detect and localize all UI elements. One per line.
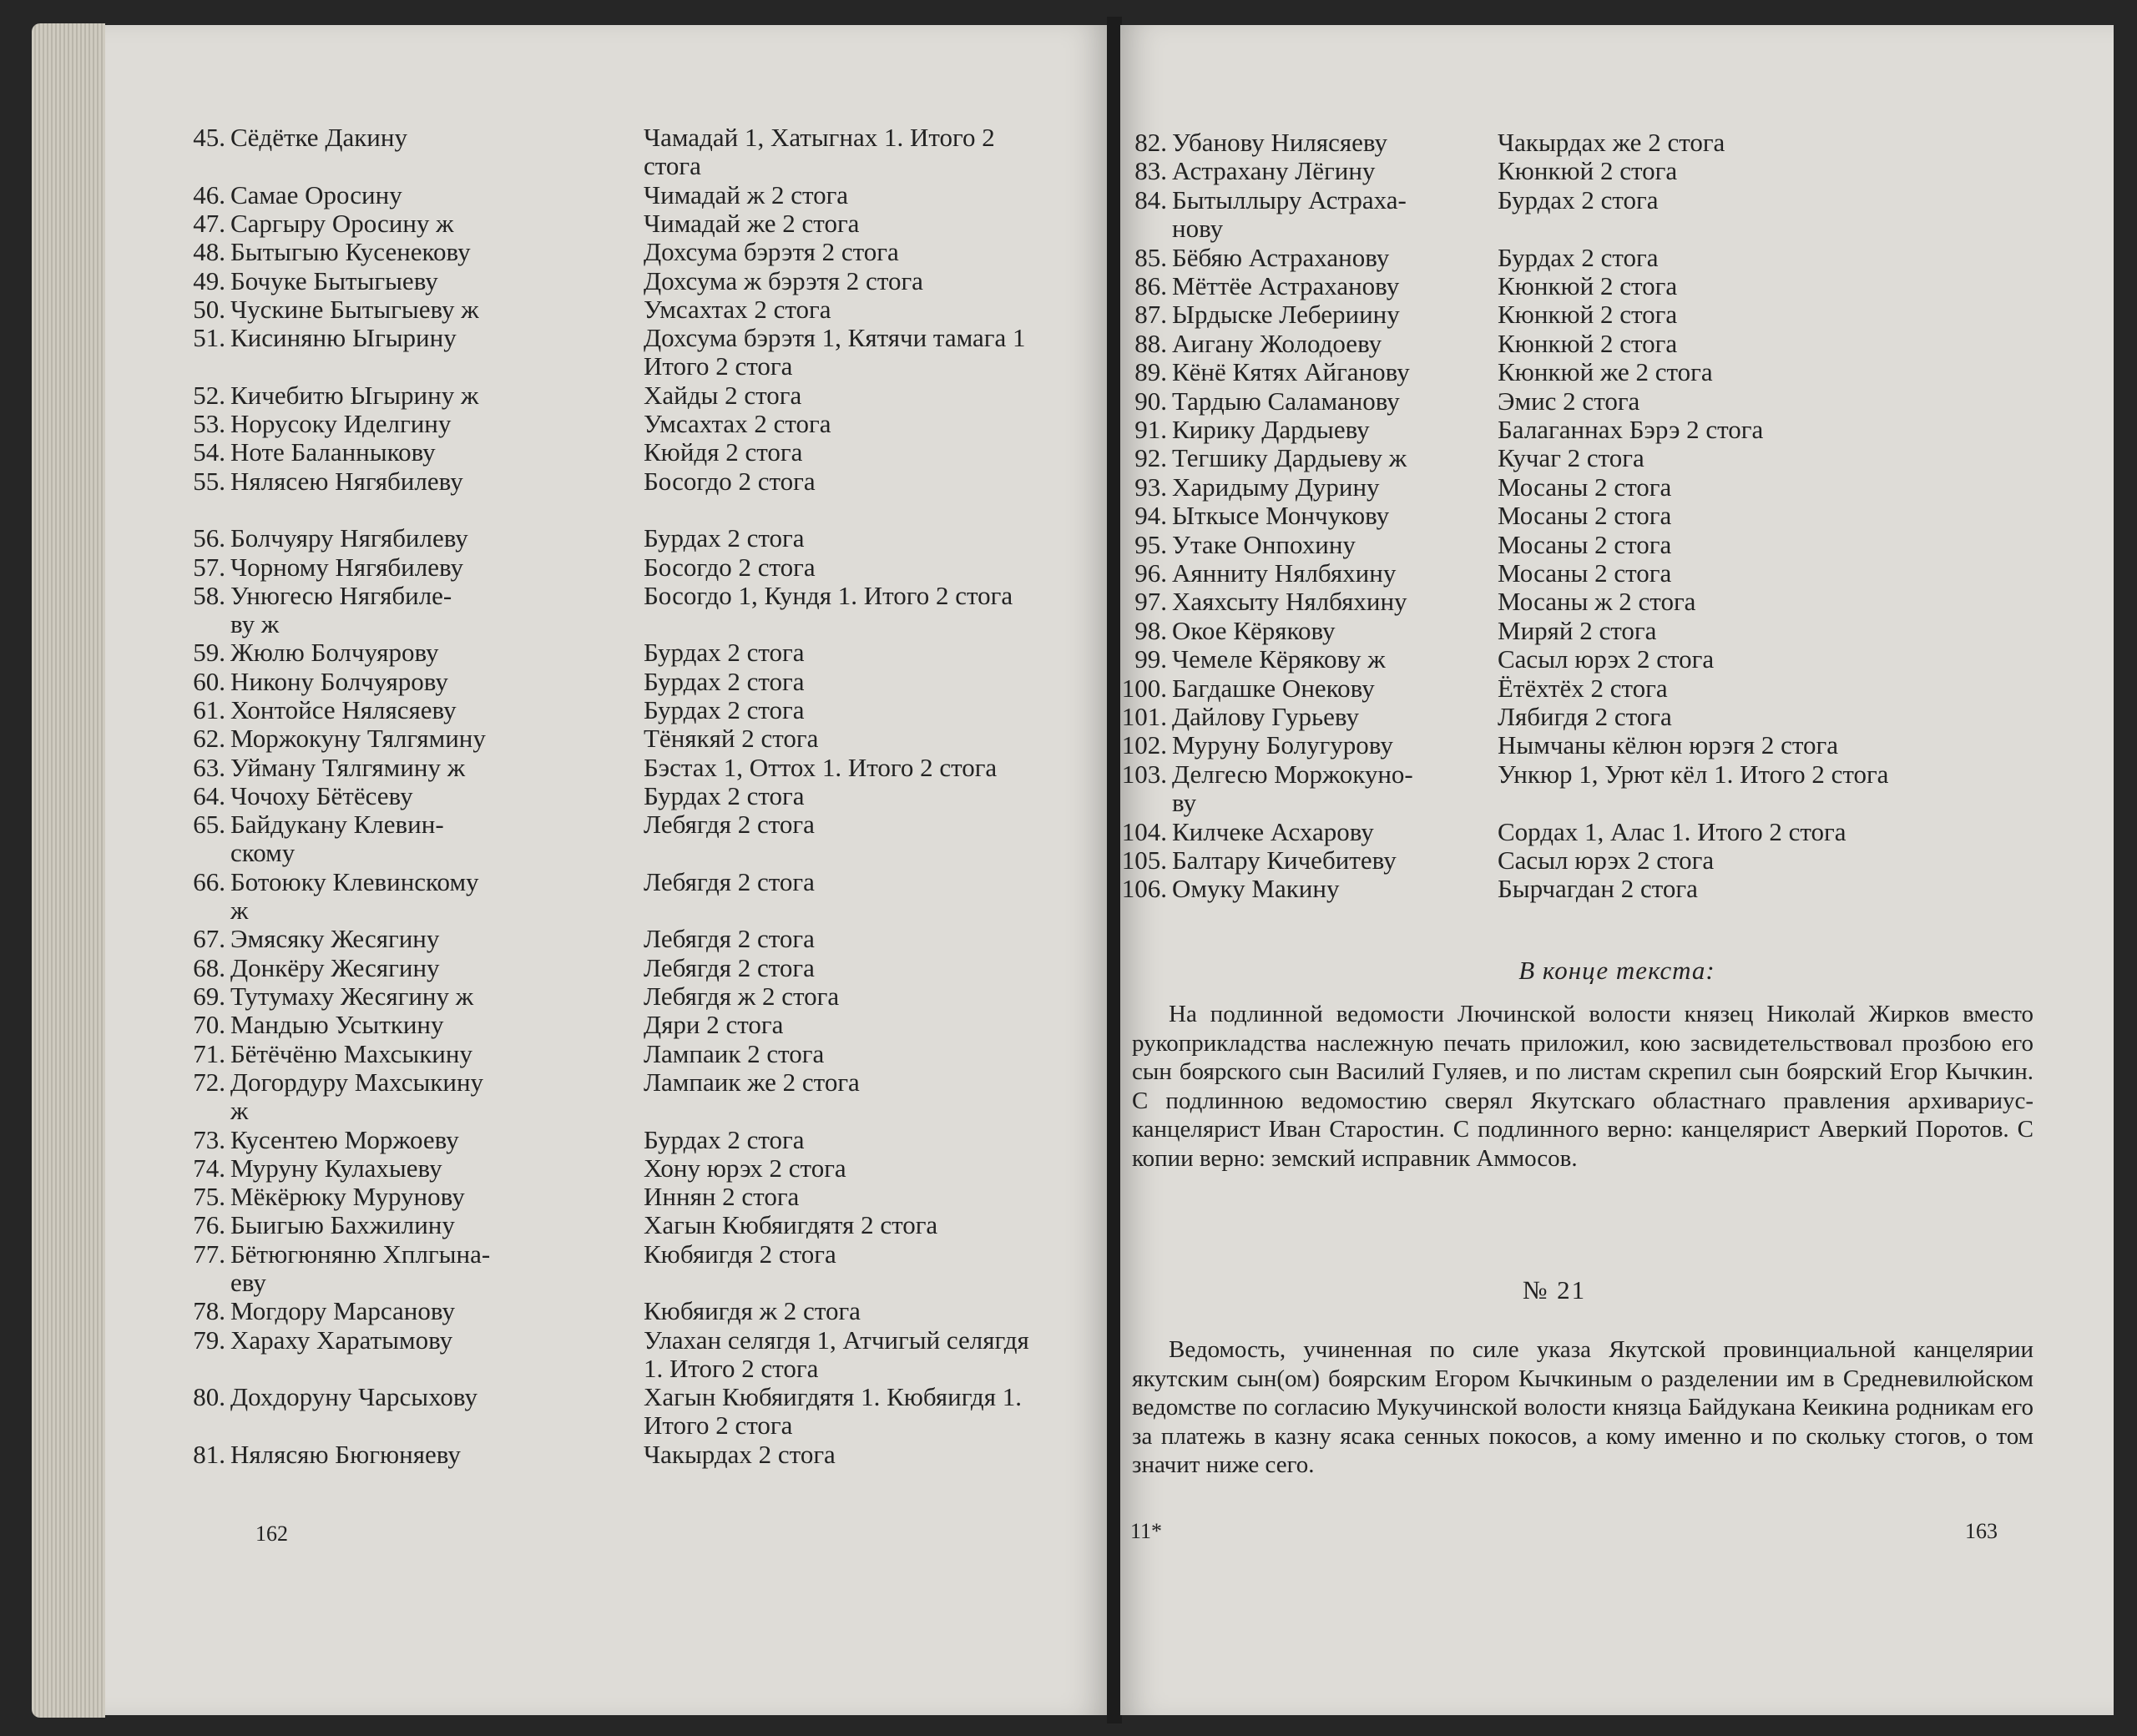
recipient-name: Муруну Кулахыеву: [230, 1153, 442, 1183]
entry-number: 96.: [1134, 558, 1167, 588]
recipient-name-cont: ву: [1172, 788, 1197, 818]
recipient-name: Ботоюку Клевинскому: [230, 866, 479, 896]
recipient-name: Нялясяю Бюгюняеву: [230, 1439, 461, 1469]
entry-number: 62.: [193, 724, 225, 754]
hay-allotment: Умсахтах 2 стога: [644, 294, 831, 324]
entry-number: 73.: [193, 1124, 225, 1154]
hay-allotment: Бурдах 2 стога: [644, 666, 805, 696]
hay-allotment: Кюнкюй 2 стога: [1498, 271, 1678, 300]
entry-number: 66.: [193, 866, 225, 896]
hay-allotment: Улахан селягдя 1, Атчигый селягдя: [644, 1325, 1029, 1355]
entry-number: 76.: [193, 1210, 225, 1240]
hay-allotment: Бурдах 2 стога: [1498, 184, 1659, 214]
hay-allotment: Умсахтах 2 стога: [644, 409, 831, 438]
recipient-name: Кусентею Моржоеву: [230, 1124, 459, 1154]
recipient-name: Аигану Жолодоеву: [1172, 328, 1382, 358]
entry-number: 49.: [193, 265, 225, 295]
hay-allotment: Хону юрэх 2 стога: [644, 1153, 846, 1183]
recipient-name: Сёдётке Дакину: [230, 123, 407, 152]
entry-number: 57.: [193, 552, 225, 582]
recipient-name: Кисиняню Ыгырину: [230, 323, 457, 353]
hay-allotment: Иннян 2 стога: [644, 1182, 800, 1212]
hay-allotment: Бурдах 2 стога: [644, 523, 805, 553]
entry-number: 75.: [193, 1182, 225, 1212]
hay-allotment: Бырчагдан 2 стога: [1498, 874, 1698, 904]
recipient-name: Бёбяю Астраханову: [1172, 242, 1390, 272]
hay-allotment: Бурдах 2 стога: [1498, 242, 1659, 272]
hay-allotment: Чакырдах 2 стога: [644, 1439, 836, 1469]
entry-number: 71.: [193, 1038, 225, 1068]
entry-number: 50.: [193, 294, 225, 324]
recipient-name: Ноте Баланныкову: [230, 437, 436, 467]
entry-number: 102.: [1121, 730, 1167, 760]
recipient-name: Мандыю Усыткину: [230, 1010, 444, 1040]
hay-allotment: Кюнкюй 2 стога: [1498, 156, 1678, 186]
entry-number: 81.: [193, 1439, 225, 1469]
hay-allotment: Нымчаны кёлюн юрэгя 2 стога: [1498, 730, 1838, 760]
recipient-name: Окое Кёрякову: [1172, 615, 1336, 645]
entry-number: 68.: [193, 952, 225, 982]
entry-number: 77.: [193, 1239, 225, 1269]
entry-number: 45.: [193, 123, 225, 152]
entry-number: 51.: [193, 323, 225, 353]
entry-number: 61.: [193, 695, 225, 724]
recipient-name: Ыткысе Мончукову: [1172, 501, 1390, 531]
hay-allotment: Дохсума бэрэтя 2 стога: [644, 237, 899, 267]
hay-allotment: Лебягдя 2 стога: [644, 924, 815, 954]
hay-allotment-cont: Итого 2 стога: [644, 1410, 793, 1441]
recipient-name: Бётюгюняню Хплгына-: [230, 1239, 491, 1269]
entry-number: 59.: [193, 638, 225, 668]
document-number: № 21: [1522, 1275, 1587, 1305]
recipient-name: Унюгесю Нягябиле-: [230, 580, 452, 610]
hay-allotment: Босогдо 1, Кундя 1. Итого 2 стога: [644, 580, 1013, 610]
hay-allotment: Кюнкюй 2 стога: [1498, 328, 1678, 358]
hay-allotment: Хагын Кюбяигдятя 2 стога: [644, 1210, 938, 1240]
recipient-name: Болчуяру Нягябилеву: [230, 523, 468, 553]
recipient-name: Омуку Макину: [1172, 874, 1340, 904]
entry-number: 100.: [1121, 673, 1167, 703]
recipient-name: Дохдоруну Чарсыхову: [230, 1382, 477, 1412]
entry-number: 53.: [193, 409, 225, 438]
hay-allotment: Лебягдя 2 стога: [644, 952, 815, 982]
hay-allotment: Чимадай ж 2 стога: [644, 179, 849, 209]
hay-allotment: Кюнкюй 2 стога: [1498, 300, 1678, 330]
hay-allotment-cont: Итого 2 стога: [644, 351, 793, 381]
hay-allotment: Кюбяигдя ж 2 стога: [644, 1296, 861, 1326]
hay-allotment: Дяри 2 стога: [644, 1010, 784, 1040]
entry-number: 98.: [1134, 615, 1167, 645]
hay-allotment: Сасыл юрэх 2 стога: [1498, 644, 1715, 674]
recipient-name: Чорному Нягябилеву: [230, 552, 464, 582]
entry-number: 54.: [193, 437, 225, 467]
entry-number: 101.: [1121, 702, 1167, 731]
hay-allotment: Кюбяигдя 2 стога: [644, 1239, 836, 1269]
page-number: 162: [255, 1522, 288, 1546]
recipient-name: Уйману Тялгямину ж: [230, 752, 466, 782]
hay-allotment: Мосаны 2 стога: [1498, 529, 1672, 559]
recipient-name: Мёттёе Астраханову: [1172, 271, 1400, 300]
recipient-name-cont: ву ж: [230, 609, 280, 639]
hay-allotment: Чакырдах же 2 стога: [1498, 128, 1725, 157]
entry-number: 52.: [193, 380, 225, 410]
recipient-name: Никону Болчуярову: [230, 666, 448, 696]
hay-allotment: Дохсума ж бэрэтя 2 стога: [644, 265, 923, 295]
recipient-name: Догордуру Махсыкину: [230, 1067, 484, 1097]
entry-number: 55.: [193, 466, 225, 496]
right-page: [1120, 25, 2114, 1715]
recipient-name: Хонтойсе Нялясяеву: [230, 695, 457, 724]
entry-number: 69.: [193, 982, 225, 1011]
entry-number: 104.: [1121, 816, 1167, 846]
recipient-name: Чемеле Кёрякову ж: [1172, 644, 1386, 674]
hay-allotment: Бурдах 2 стога: [644, 695, 805, 724]
entry-number: 86.: [1134, 271, 1167, 300]
hay-allotment: Дохсума бэрэтя 1, Кятячи тамага 1: [644, 323, 1026, 353]
entry-number: 74.: [193, 1153, 225, 1183]
recipient-name: Бётёчёню Махсыкину: [230, 1038, 472, 1068]
hay-allotment: Мосаны 2 стога: [1498, 472, 1672, 502]
recipient-name: Эмясяку Жесягину: [230, 924, 440, 954]
entry-number: 63.: [193, 752, 225, 782]
recipient-name: Саргыру Оросину ж: [230, 208, 454, 238]
entry-number: 67.: [193, 924, 225, 954]
recipient-name: Тардыю Саламанову: [1172, 386, 1400, 416]
hay-allotment: Кюнкюй же 2 стога: [1498, 357, 1713, 387]
hay-allotment: Хагын Кюбяигдятя 1. Кюбяигдя 1.: [644, 1382, 1022, 1412]
entry-number: 64.: [193, 780, 225, 810]
recipient-name: Хараху Харатымову: [230, 1325, 453, 1355]
entry-number: 80.: [193, 1382, 225, 1412]
recipient-name-cont: нову: [1172, 214, 1224, 244]
recipient-name: Быигыю Бахжилину: [230, 1210, 455, 1240]
recipient-name: Хаяхсыту Нялбяхину: [1172, 587, 1407, 617]
recipient-name: Чускине Бытыгыеву ж: [230, 294, 479, 324]
left-page: [105, 25, 1109, 1715]
entry-number: 65.: [193, 810, 225, 840]
entry-number: 83.: [1134, 156, 1167, 186]
hay-allotment: Лампаик 2 стога: [644, 1038, 825, 1068]
recipient-name: Муруну Болугурову: [1172, 730, 1393, 760]
entry-number: 92.: [1134, 443, 1167, 473]
recipient-name: Донкёру Жесягину: [230, 952, 440, 982]
recipient-name: Нялясею Нягябилеву: [230, 466, 463, 496]
recipient-name: Кичебитю Ыгырину ж: [230, 380, 479, 410]
signature-mark: 11*: [1130, 1519, 1163, 1543]
entry-number: 91.: [1134, 415, 1167, 444]
hay-allotment: Лампаик же 2 стога: [644, 1067, 860, 1097]
entry-number: 90.: [1134, 386, 1167, 416]
hay-allotment: Балаганнах Бэрэ 2 стога: [1498, 415, 1764, 444]
entry-number: 47.: [193, 208, 225, 238]
entry-number: 58.: [193, 580, 225, 610]
hay-allotment: Босогдо 2 стога: [644, 552, 816, 582]
page-edges: [32, 23, 105, 1718]
hay-allotment: Бурдах 2 стога: [644, 638, 805, 668]
recipient-name: Тутумаху Жесягину ж: [230, 982, 474, 1011]
recipient-name: Чочоху Бётёсеву: [230, 780, 413, 810]
entry-number: 78.: [193, 1296, 225, 1326]
entry-number: 48.: [193, 237, 225, 267]
recipient-name: Ырдыске Лебериину: [1172, 300, 1400, 330]
entry-number: 87.: [1134, 300, 1167, 330]
entry-number: 82.: [1134, 128, 1167, 157]
recipient-name: Харидыму Дурину: [1172, 472, 1380, 502]
recipient-name-cont: еву: [230, 1267, 266, 1297]
hay-allotment: Лебягдя 2 стога: [644, 810, 815, 840]
hay-allotment: Лебягдя ж 2 стога: [644, 982, 840, 1011]
hay-allotment: Тёнякяй 2 стога: [644, 724, 819, 754]
entry-number: 97.: [1134, 587, 1167, 617]
hay-allotment: Чимадай же 2 стога: [644, 208, 860, 238]
entry-number: 105.: [1121, 845, 1167, 875]
recipient-name: Мёкёрюку Мурунову: [230, 1182, 465, 1212]
recipient-name: Бочуке Бытыгыеву: [230, 265, 438, 295]
entry-number: 89.: [1134, 357, 1167, 387]
entry-number: 70.: [193, 1010, 225, 1040]
recipient-name: Моржокуну Тялгямину: [230, 724, 486, 754]
hay-allotment: Хайды 2 стога: [644, 380, 802, 410]
hay-allotment: Ункюр 1, Урют кёл 1. Итого 2 стога: [1498, 759, 1889, 789]
recipient-name: Килчеке Асхарову: [1172, 816, 1374, 846]
document-description: Ведомость, учиненная по силе указа Якутской провинциальной канцелярии якутским сын(ом) боярским Егором Кычкиным о разделении им в Средневилюйском ведомстве по согласию Мукучинской волости князца Байдукана Кеикина родникам его за платежь в казну ясака сенных покосов, а кому именно и по скольку стогов, о том значит ниже сего.: [1132, 1336, 2033, 1478]
entry-number: 60.: [193, 666, 225, 696]
hay-allotment-cont: стога: [644, 151, 701, 181]
hay-allotment: Лябигдя 2 стога: [1498, 702, 1672, 731]
hay-allotment: Кюйдя 2 стога: [644, 437, 803, 467]
recipient-name: Убанову Нилясяеву: [1172, 128, 1388, 157]
entry-number: 94.: [1134, 501, 1167, 531]
entry-number: 72.: [193, 1067, 225, 1097]
hay-allotment: Сасыл юрэх 2 стога: [1498, 845, 1715, 875]
entry-number: 103.: [1121, 759, 1167, 789]
hay-allotment: Бэстах 1, Оттох 1. Итого 2 стога: [644, 752, 998, 782]
recipient-name: Могдору Марсанову: [230, 1296, 455, 1326]
entry-number: 56.: [193, 523, 225, 553]
recipient-name: Кирику Дардыеву: [1172, 415, 1370, 444]
recipient-name: Кёнё Кятях Айганову: [1172, 357, 1410, 387]
recipient-name-cont: ж: [230, 896, 249, 926]
recipient-name: Самае Оросину: [230, 179, 402, 209]
end-of-text-paragraph: На подлинной ведомости Лючинской волости князец Николай Жирков вместо рукоприкладства наслежную печать приложил, кою засвидетельствовал прозбою его сын боярского сын Василий Гуляев, и по листам скрепил сын боярский Егор Кычкин. С подлинною ведомостию сверял Якутскаго областнаго правления архивариус-канцелярист Иван Старостин. С подлинного верно: канцелярист Аверкий Поротов. С копии верно: земский исправник Аммосов.: [1132, 1001, 2033, 1172]
recipient-name: Байдукану Клевин-: [230, 810, 444, 840]
entry-number: 88.: [1134, 328, 1167, 358]
entry-number: 95.: [1134, 529, 1167, 559]
recipient-name: Бытыллыру Астраха-: [1172, 184, 1407, 214]
entry-number: 85.: [1134, 242, 1167, 272]
entry-number: 93.: [1134, 472, 1167, 502]
recipient-name: Утаке Онпохину: [1172, 529, 1356, 559]
recipient-name: Аянниту Нялбяхину: [1172, 558, 1397, 588]
end-of-text-heading: В конце текста:: [1518, 956, 1715, 985]
recipient-name-cont: скому: [230, 838, 296, 868]
recipient-name: Делгесю Моржокуно-: [1172, 759, 1413, 789]
hay-allotment: Мосаны ж 2 стога: [1498, 587, 1696, 617]
hay-allotment: Чамадай 1, Хатыгнах 1. Итого 2: [644, 123, 995, 152]
hay-allotment: Лебягдя 2 стога: [644, 866, 815, 896]
hay-allotment: Эмис 2 стога: [1498, 386, 1640, 416]
hay-allotment: Миряй 2 стога: [1498, 615, 1657, 645]
recipient-name: Бытыгыю Кусенекову: [230, 237, 471, 267]
recipient-name: Норусоку Иделгину: [230, 409, 452, 438]
hay-allotment: Сордах 1, Алас 1. Итого 2 стога: [1498, 816, 1847, 846]
hay-allotment: Мосаны 2 стога: [1498, 501, 1672, 531]
hay-allotment: Бурдах 2 стога: [644, 1124, 805, 1154]
recipient-name: Астрахану Лёгину: [1172, 156, 1376, 186]
recipient-name: Багдашке Онекову: [1172, 673, 1375, 703]
page-number: 163: [1965, 1519, 1998, 1543]
entry-number: 106.: [1121, 874, 1167, 904]
recipient-name: Жюлю Болчуярову: [230, 638, 439, 668]
hay-allotment: Босогдо 2 стога: [644, 466, 816, 496]
hay-allotment: Ётёхтёх 2 стога: [1498, 673, 1668, 703]
hay-allotment: Бурдах 2 стога: [644, 780, 805, 810]
hay-allotment-cont: 1. Итого 2 стога: [644, 1353, 819, 1383]
entry-number: 79.: [193, 1325, 225, 1355]
recipient-name-cont: ж: [230, 1096, 249, 1126]
hay-allotment: Кучаг 2 стога: [1498, 443, 1644, 473]
recipient-name: Тегшику Дардыеву ж: [1172, 443, 1407, 473]
recipient-name: Дайлову Гурьеву: [1172, 702, 1360, 731]
entry-number: 84.: [1134, 184, 1167, 214]
recipient-name: Балтару Кичебитеву: [1172, 845, 1397, 875]
entry-number: 46.: [193, 179, 225, 209]
hay-allotment: Мосаны 2 стога: [1498, 558, 1672, 588]
entry-number: 99.: [1134, 644, 1167, 674]
